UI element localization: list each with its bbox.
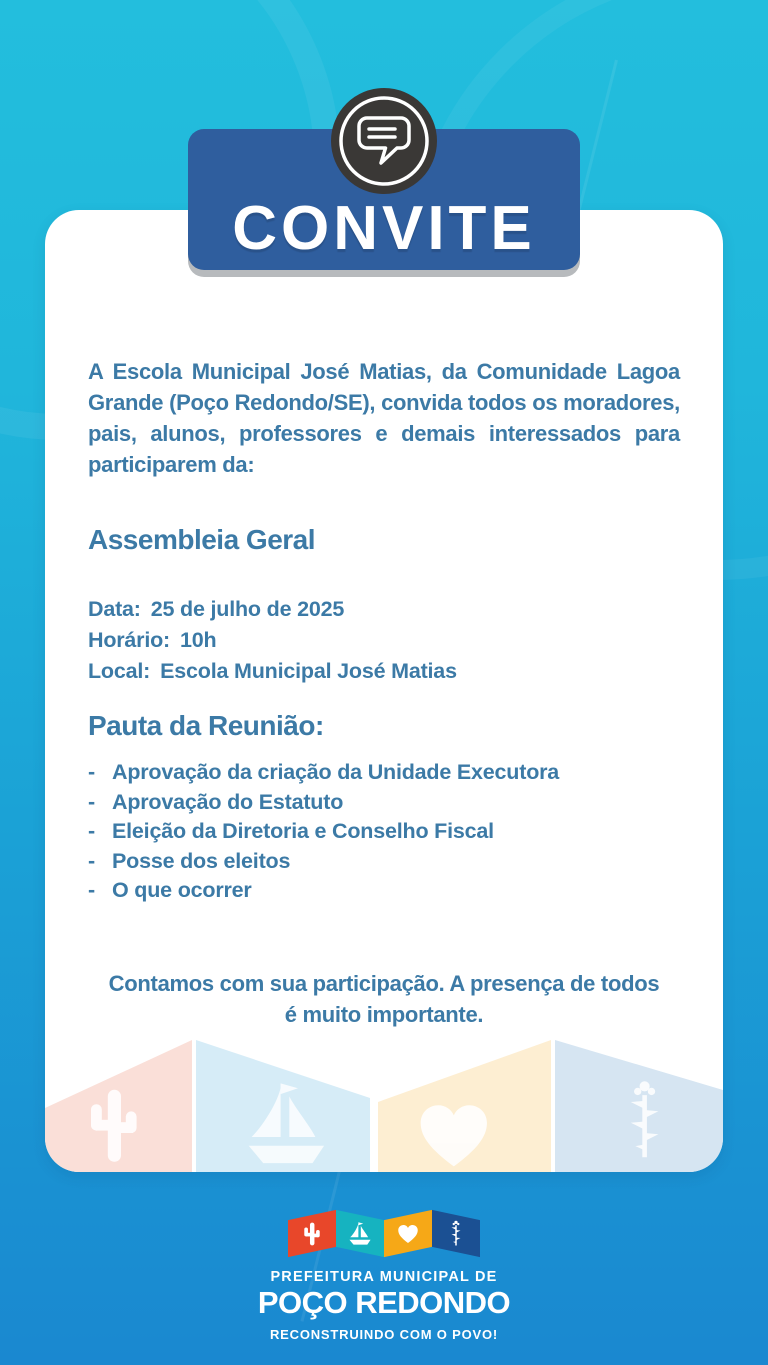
sailboat-icon [347,1220,373,1246]
bullet-dash: - [88,789,95,814]
pastel-houses-decoration [45,1027,723,1172]
detail-label: Data: [88,597,141,621]
flag-cactus [288,1209,336,1256]
heart-icon [395,1221,421,1245]
agenda-item-text: Aprovação do Estatuto [112,789,344,814]
agenda-item-text: Posse dos eleitos [112,848,291,873]
detail-row-time [88,625,680,656]
detail-row-place [88,656,680,687]
logo-flags [0,1206,768,1260]
city-hall-logo [0,1206,768,1342]
bullet-dash: - [88,848,95,873]
detail-label: Horário: [88,628,171,652]
event-title: Assembleia Geral [88,524,316,555]
agenda-item-text: Eleição da Diretoria e Conselho Fiscal [112,819,494,843]
detail-value: 10h [180,628,217,652]
bullet-dash: - [88,819,95,843]
agenda-item [88,847,680,877]
cactus-icon [302,1220,322,1246]
bullet-dash: - [88,760,95,784]
agenda-item [88,817,680,847]
agenda-list [88,758,680,906]
invitation-card [45,210,723,1172]
agenda-title: Pauta da Reunião: [88,710,324,741]
agenda-item-text: O que ocorrer [112,878,252,902]
agenda-item [88,876,680,906]
org-slogan: RECONSTRUINDO COM O POVO! [269,1326,498,1342]
event-details [88,594,680,687]
detail-label: Local: [88,659,151,683]
intro-paragraph: A Escola Municipal José Matias, da Comunidade Lagoa Grande (Poço Redondo/SE), convida todos os moradores, pais, alunos, professores e demais interessados para participarem da: [88,359,680,477]
flag-sailboat [336,1209,384,1256]
flag-heart [384,1209,432,1256]
agenda-item-text: Aprovação da criação da Unidade Executora [112,760,560,784]
org-name: POÇO REDONDO [257,1285,511,1320]
org-line1: PREFEITURA MUNICIPAL DE [270,1269,498,1285]
agenda-item [88,758,680,788]
plant-icon [447,1220,465,1247]
detail-value: 25 de julho de 2025 [150,597,345,621]
closing-message: Contamos com sua participação. A presença de todos é muito importante. [108,970,660,1027]
speech-bubble-icon [329,86,439,196]
invitation-body [45,210,723,1030]
detail-value: Escola Municipal José Matias [160,659,457,683]
agenda-item [88,788,680,818]
bullet-dash: - [88,878,95,902]
flag-plant [432,1209,480,1256]
detail-row-date [88,594,680,625]
poster-title: CONVITE [232,194,536,263]
